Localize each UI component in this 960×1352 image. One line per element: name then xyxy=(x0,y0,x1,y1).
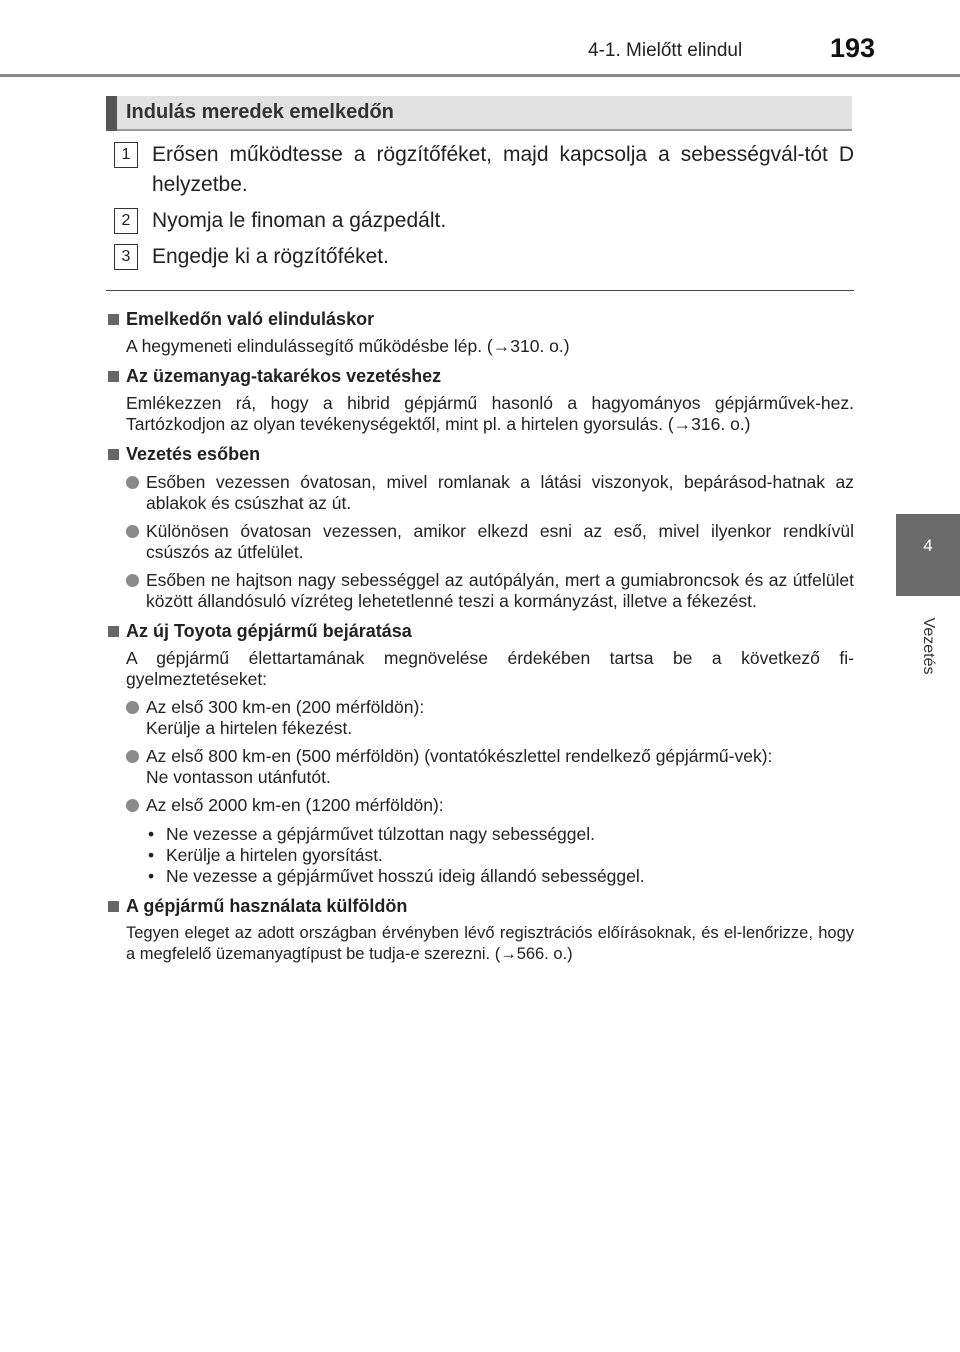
list-item-text: Az első 300 km-en (200 mérföldön): xyxy=(146,697,425,717)
section-header-bar xyxy=(106,96,117,131)
note-text: A gépjármű élettartamának megnövelése érdekében tartsa be a következő fi-gyelmeztetéseket: xyxy=(126,648,854,689)
note-heading-rain xyxy=(106,444,854,465)
note-text: A hegymeneti elindulássegítő működésbe lép. (→310. o.) xyxy=(126,336,570,356)
list-item xyxy=(106,472,854,514)
list-item-text: Különösen óvatosan vezessen, amikor elkezd esni az eső, mivel ilyenkor rendkívül csúszós az útfelület. xyxy=(146,521,854,562)
sub-list-item xyxy=(146,824,854,845)
list-item-text: Az első 2000 km-en (1200 mérföldön): xyxy=(146,795,444,815)
square-bullet-icon xyxy=(108,371,119,382)
round-bullet-icon xyxy=(126,525,139,538)
list-item-text: Esőben vezessen óvatosan, mivel romlanak a látási viszonyok, bepárásod-hatnak az ablakok és csúszhat az út. xyxy=(146,472,854,513)
square-bullet-icon xyxy=(108,449,119,460)
sub-list-item xyxy=(146,845,854,866)
note-text: Emlékezzen rá, hogy a hibrid gépjármű hasonló a hagyományos gépjárművek-hez. Tartózkodjon az olyan tevékenységektől, mint pl. a hirtelen gyorsulás. (→316. o.) xyxy=(126,393,854,434)
note-heading-breakin xyxy=(106,621,854,642)
step-text: Erősen működtesse a rögzítőféket, majd kapcsolja a sebességvál-tót D helyzetbe. xyxy=(152,143,854,196)
sub-list xyxy=(106,824,854,887)
step-2 xyxy=(114,206,854,238)
list-item xyxy=(106,746,854,788)
chapter-tab[interactable] xyxy=(896,514,960,596)
note-title: Az új Toyota gépjármű bejáratása xyxy=(126,621,412,641)
note-title: Emelkedőn való elinduláskor xyxy=(126,309,375,329)
round-bullet-icon xyxy=(126,476,139,489)
sub-list-item-text: Kerülje a hirtelen gyorsítást. xyxy=(166,845,383,865)
note-title: Az üzemanyag-takarékos vezetéshez xyxy=(126,366,442,386)
note-heading-fuel xyxy=(106,366,854,387)
list-item-text: Ne vontasson utánfutót. xyxy=(146,767,331,787)
list-item xyxy=(106,570,854,612)
list-item xyxy=(106,521,854,563)
square-bullet-icon xyxy=(108,626,119,637)
step-number: 3 xyxy=(114,244,138,270)
list-item-text: Esőben ne hajtson nagy sebességgel az autópályán, mert a gumiabroncsok és az útfelület között állandósuló vízréteg lehetetlenné teszi a kormányzást, illetve a fékezést. xyxy=(146,570,854,611)
step-text: Nyomja le finoman a gázpedált. xyxy=(152,209,447,232)
note-heading-abroad xyxy=(106,896,854,917)
step-3 xyxy=(114,242,854,274)
chapter-tab-number: 4 xyxy=(923,536,933,555)
page-number: 193 xyxy=(830,33,876,63)
list-item xyxy=(106,697,854,739)
sub-list-item xyxy=(146,866,854,887)
step-text: Engedje ki a rögzítőféket. xyxy=(152,245,389,268)
chapter-heading: 4-1. Mielőtt elindul xyxy=(588,40,743,61)
chapter-tab-label: Vezetés xyxy=(920,617,937,675)
round-bullet-icon xyxy=(126,799,139,812)
square-bullet-icon xyxy=(108,901,119,912)
section-title: Indulás meredek emelkedőn xyxy=(126,101,394,123)
note-heading-uphill xyxy=(106,309,854,330)
chapter-tab-label-box xyxy=(896,596,960,696)
step-1 xyxy=(114,140,854,204)
section-divider xyxy=(106,290,854,291)
round-bullet-icon xyxy=(126,574,139,587)
step-number: 2 xyxy=(114,208,138,234)
notes-area xyxy=(106,300,854,965)
note-text: Tegyen eleget az adott országban érvényben lévő regisztrációs előírásoknak, és el-lenőrizze, hogy a megfelelő üzemanyagtípust be tudja-e szerezni. (→566. o.) xyxy=(126,924,854,963)
square-bullet-icon xyxy=(108,314,119,325)
dot-bullet-icon: • xyxy=(148,824,155,844)
sub-list-item-text: Ne vezesse a gépjárművet hosszú ideig állandó sebességgel. xyxy=(166,866,645,886)
step-number: 1 xyxy=(114,142,138,168)
round-bullet-icon xyxy=(126,750,139,763)
list-item-text: Az első 800 km-en (500 mérföldön) (vontatókészlettel rendelkező gépjármű-vek): xyxy=(146,746,773,766)
section-header xyxy=(106,96,852,131)
header-divider xyxy=(0,74,960,77)
note-title: A gépjármű használata külföldön xyxy=(126,896,408,916)
sub-list-item-text: Ne vezesse a gépjárművet túlzottan nagy sebességgel. xyxy=(166,824,596,844)
note-title: Vezetés esőben xyxy=(126,444,261,464)
dot-bullet-icon: • xyxy=(148,845,155,865)
list-item xyxy=(106,795,854,816)
round-bullet-icon xyxy=(126,701,139,714)
dot-bullet-icon: • xyxy=(148,866,155,886)
list-item-text: Kerülje a hirtelen fékezést. xyxy=(146,718,353,738)
